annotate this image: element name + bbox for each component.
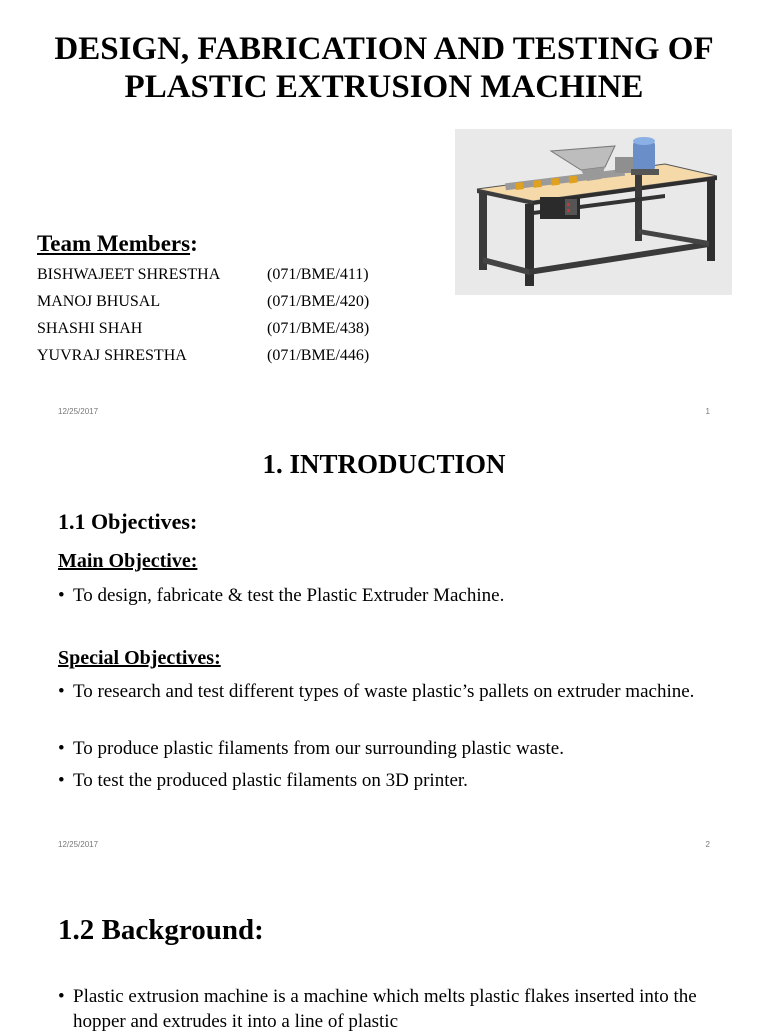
page-number: 2 xyxy=(705,840,710,849)
member-name: MANOJ BHUSAL xyxy=(37,293,161,310)
page-number: 1 xyxy=(705,407,710,416)
member-roll-number: (071/BME/420) xyxy=(267,293,370,310)
main-objective-heading: Main Objective: xyxy=(58,550,198,572)
slide-1 xyxy=(0,0,768,432)
bullet-dot-icon: • xyxy=(58,986,65,1007)
team-member xyxy=(37,264,437,286)
member-roll-number: (071/BME/411) xyxy=(267,266,369,283)
member-name: YUVRAJ SHRESTHA xyxy=(37,347,187,364)
introduction-title: 1. INTRODUCTION xyxy=(262,449,506,479)
member-roll-number: (071/BME/446) xyxy=(267,347,370,364)
member-name: BISHWAJEET SHRESTHA xyxy=(37,266,221,283)
background-heading: 1.2 Background: xyxy=(58,914,264,946)
bullet-dot-icon: • xyxy=(58,770,65,791)
list-item xyxy=(58,768,698,793)
footer-date: 12/25/2017 xyxy=(58,407,99,416)
list-item xyxy=(58,736,698,761)
bullet-text: To produce plastic filaments from our surrounding plastic waste. xyxy=(73,738,564,759)
slide-footer xyxy=(0,407,768,419)
special-objectives-heading: Special Objectives: xyxy=(58,647,221,669)
slide-footer xyxy=(0,840,768,852)
member-name: SHASHI SHAH xyxy=(37,320,143,337)
main-title-line-2: PLASTIC EXTRUSION MACHINE xyxy=(124,69,644,105)
main-title-line-1: DESIGN, FABRICATION AND TESTING OF xyxy=(54,31,714,67)
extrusion-machine-illustration xyxy=(455,129,732,295)
bullet-text: To test the produced plastic filaments on 3D printer. xyxy=(73,770,468,791)
list-item xyxy=(58,679,698,704)
bullet-text: Plastic extrusion machine is a machine which melts plastic flakes inserted into the hopper and extrudes it into a line of plastic xyxy=(73,986,697,1032)
bullet-text: To design, fabricate & test the Plastic Extruder Machine. xyxy=(73,585,505,606)
objectives-heading: 1.1 Objectives: xyxy=(58,509,198,534)
team-member xyxy=(37,345,437,367)
bullet-text: To research and test different types of waste plastic’s pallets on extruder machine. xyxy=(73,681,695,702)
team-member xyxy=(37,318,437,340)
member-roll-number: (071/BME/438) xyxy=(267,320,370,337)
bullet-dot-icon: • xyxy=(58,738,65,759)
team-member xyxy=(37,291,437,313)
list-item xyxy=(58,984,698,1034)
team-members-heading xyxy=(37,230,198,258)
team-members-label: Team Members xyxy=(37,231,191,256)
team-members-colon: : xyxy=(190,231,198,256)
footer-date: 12/25/2017 xyxy=(58,840,99,849)
main-title xyxy=(0,30,768,106)
bullet-dot-icon: • xyxy=(58,681,65,702)
list-item xyxy=(58,583,698,608)
bullet-dot-icon: • xyxy=(58,585,65,606)
